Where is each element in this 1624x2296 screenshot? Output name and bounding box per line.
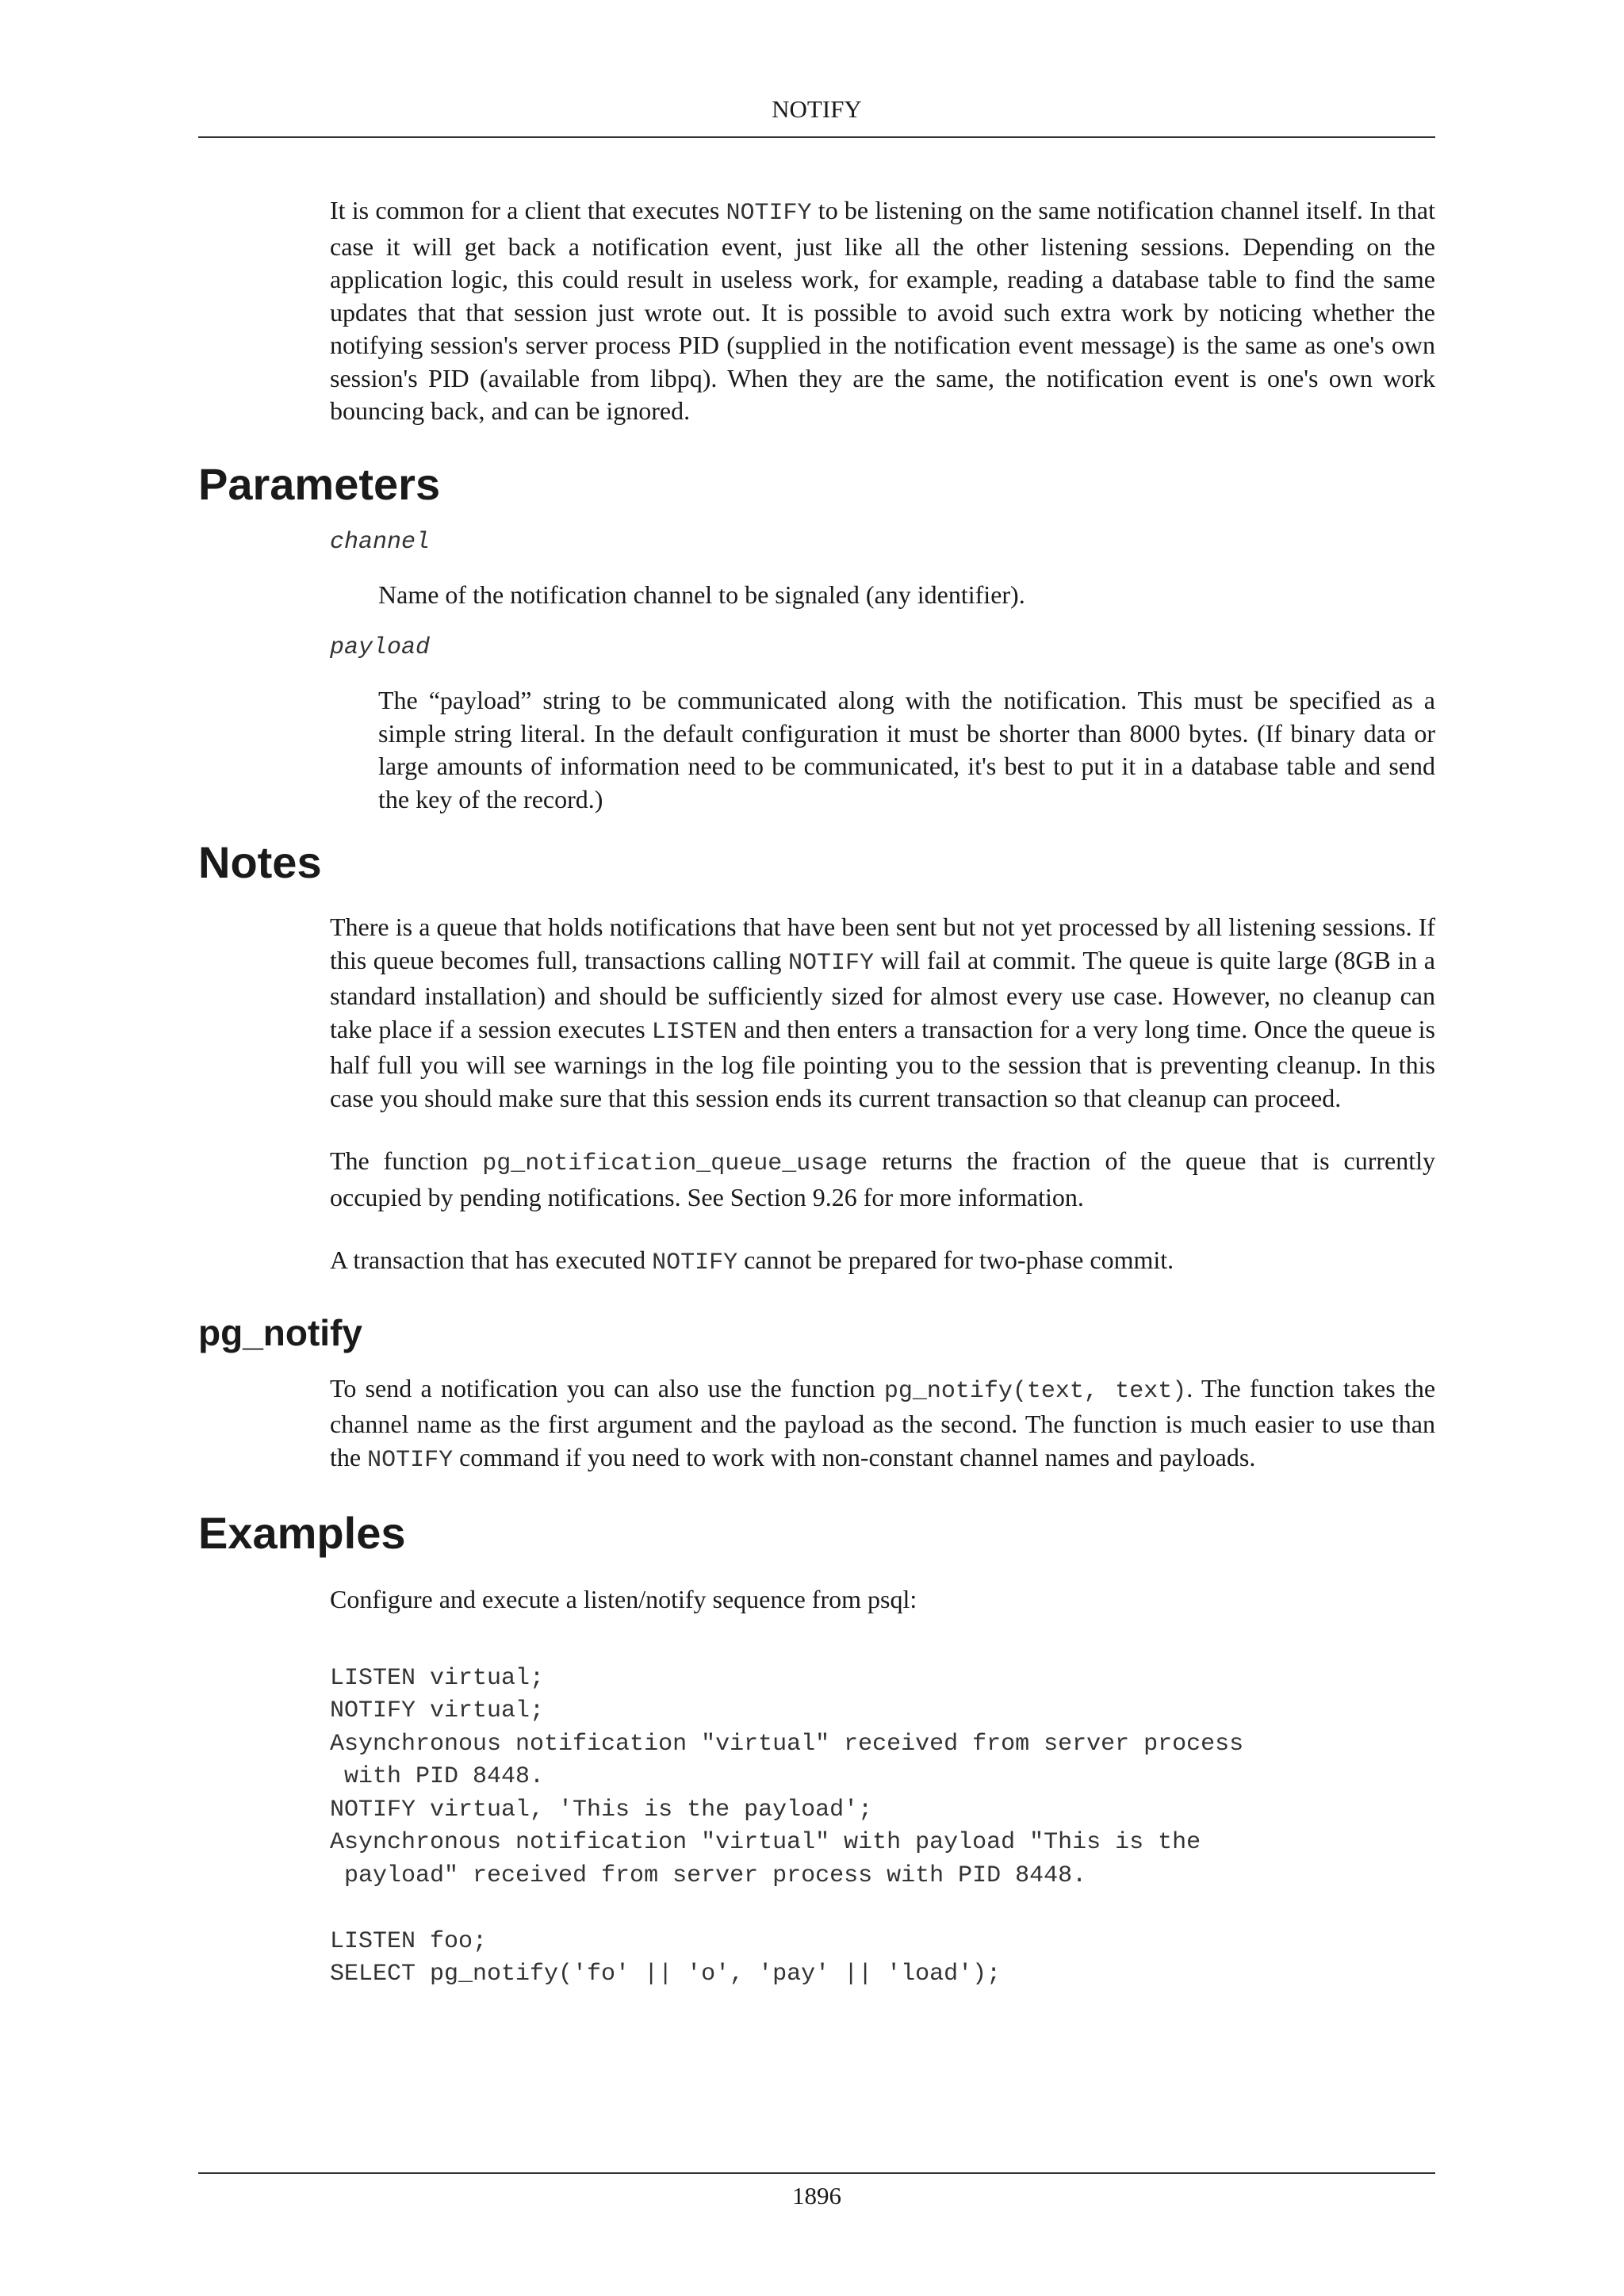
text-run: It is common for a client that executes	[330, 196, 726, 224]
notes-paragraph-3	[330, 1244, 1435, 1280]
inline-code: NOTIFY	[652, 1249, 738, 1276]
inline-code: pg_notification_queue_usage	[482, 1150, 868, 1177]
notes-heading: Notes	[198, 837, 322, 887]
example-code-block: LISTEN virtual; NOTIFY virtual; Asynchronous notification "virtual" received from server process with PID 8448. NOTIFY virtual, 'This is the payload'; Asynchronous notification "virtual" with payload "This is the payload" received from server process with PID 8448. LISTEN foo; SELECT pg_notify('fo' || 'o', 'pay' || 'load');	[330, 1664, 1244, 1988]
param-def-payload: The “payload” string to be communicated along with the notification. This must be specified as a simple string literal. In the default configuration it must be shorter than 8000 bytes. (If binary data or large amounts of information need to be communicated, it's best to put it in a database table and send the key of the record.)	[378, 686, 1435, 813]
text-run: The function	[330, 1146, 483, 1175]
inline-code: NOTIFY	[788, 949, 875, 977]
examples-intro: Configure and execute a listen/notify sequence from psql:	[330, 1585, 917, 1613]
param-term-channel: channel	[330, 528, 431, 556]
text-run: and then enters a transaction for a very long time. Once the queue is half full you will see warnings in the log file pointing you to the session that is preventing cleanup. In this case you should make sure that this session ends its current transaction so that cleanup can proceed.	[330, 1014, 1436, 1112]
text-run: A transaction that has executed	[330, 1246, 653, 1274]
param-def-channel: Name of the notification channel to be signaled (any identifier).	[378, 580, 1025, 609]
page-number: 1896	[792, 2182, 841, 2210]
inline-code: pg_notify(text, text)	[883, 1377, 1187, 1405]
pg-notify-paragraph	[330, 1372, 1435, 1478]
intro-paragraph	[330, 194, 1435, 428]
notes-paragraph-2	[330, 1145, 1435, 1214]
footer-rule	[198, 2172, 1435, 2174]
text-run: will fail at commit. The queue is quite large (8GB in a standard installation) and should be sufficiently sized for almost every use case. However, no cleanup can take place if a session executes	[330, 945, 1436, 1043]
inline-code: LISTEN	[651, 1018, 737, 1046]
inline-code: NOTIFY	[726, 200, 812, 227]
text-run: returns the fraction of the queue that is currently occupied by pending notifications. See Section 9.26 for more information.	[330, 1146, 1436, 1211]
text-run: . The function takes the channel name as the first argument and the payload as the second. The function is much easier to use than the	[330, 1373, 1436, 1471]
inline-code: NOTIFY	[367, 1446, 454, 1474]
text-run: There is a queue that holds notifications that have been sent but not yet processed by all listening sessions. If this queue becomes full, transactions calling	[330, 913, 1435, 974]
text-run: To send a notification you can also use the function	[330, 1373, 884, 1402]
notes-paragraph-1	[330, 911, 1435, 1115]
pg-notify-heading: pg_notify	[198, 1311, 362, 1353]
text-run: cannot be prepared for two-phase commit.	[737, 1246, 1174, 1274]
examples-heading: Examples	[198, 1508, 406, 1558]
page-content	[198, 194, 1435, 1992]
parameters-heading: Parameters	[198, 458, 441, 509]
text-run: command if you need to work with non-constant channel names and payloads.	[453, 1442, 1256, 1471]
text-run: to be listening on the same notification channel itself. In that case it will get back a notification event, just like all the other listening sessions. Depending on the application logic, this could result in useless work, for example, reading a database table to find the same updates that that session just wrote out. It is possible to avoid such extra work by noticing whether the notifying session's server process PID (supplied in the notification event message) is the same as one's own session's PID (available from libpq). When they are the same, the notification event is one's own work bouncing back, and can be ignored.	[330, 196, 1436, 425]
running-header: NOTIFY	[772, 95, 862, 123]
header-rule	[198, 136, 1435, 138]
param-term-payload: payload	[330, 634, 431, 661]
